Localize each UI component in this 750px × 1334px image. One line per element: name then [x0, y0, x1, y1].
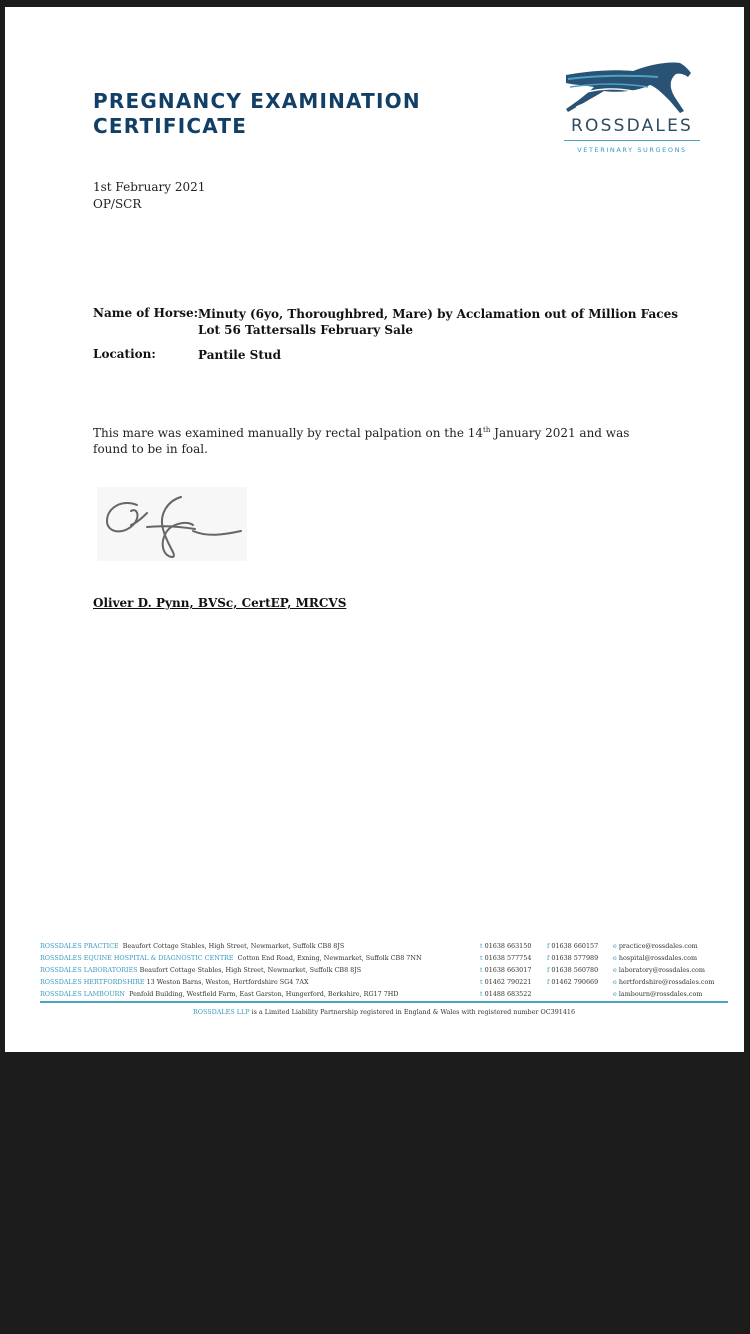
footer-row-name: ROSSDALES PRACTICE [40, 942, 119, 950]
location-label: Location: [93, 347, 156, 361]
footer-row-email: e practice@rossdales.com [613, 942, 698, 950]
footer-row-phone: t 01638 663150 [480, 942, 532, 950]
title-line-2: CERTIFICATE [93, 114, 248, 138]
document-meta [93, 179, 205, 213]
footer-row-fax: f 01638 577989 [547, 954, 599, 962]
footer-row-address: Cotton End Road, Exning, Newmarket, Suffolk CB8 7NN [237, 954, 422, 962]
horse-description: Minuty (6yo, Thoroughbred, Mare) by Acclamation out of Million Faces [198, 307, 678, 321]
document-reference: OP/SCR [93, 197, 142, 211]
footer-row-email: e lambourn@rossdales.com [613, 990, 703, 998]
footer-row [40, 976, 730, 988]
footer-row-email: e laboratory@rossdales.com [613, 966, 705, 974]
galloping-horse-logo-icon [558, 57, 708, 117]
document-date: 1st February 2021 [93, 180, 206, 194]
footer-row [40, 940, 730, 952]
footer-legal-name: ROSSDALES LLP [192, 1008, 250, 1016]
certificate-title [93, 89, 473, 139]
horse-name-label: Name of Horse: [93, 306, 199, 320]
location-value: Pantile Stud [198, 348, 281, 362]
horse-lot: Lot 56 Tattersalls February Sale [198, 323, 414, 337]
footer-row-address: Beaufort Cottage Stables, High Street, Newmarket, Suffolk CB8 8JS [122, 942, 345, 950]
logo-tagline: VETERINARY SURGEONS [577, 146, 687, 154]
footer-row-phone: t 01462 790221 [480, 978, 532, 986]
footer-row-name: ROSSDALES HERTFORDSHIRE [40, 978, 145, 986]
signatory-name: Oliver D. Pynn, BVSc, CertEP, MRCVS [93, 596, 347, 610]
footer-row-phone: t 01638 577754 [480, 954, 532, 962]
footer-row-phone: t 01488 683522 [480, 990, 532, 998]
footer-row-fax: f 01462 790669 [547, 978, 599, 986]
footer-legal-notice [40, 1008, 728, 1016]
footer-contacts [40, 940, 730, 1000]
logo-divider [564, 140, 700, 141]
footer-row-email: e hertfordshire@rossdales.com [613, 978, 715, 986]
rossdales-logo [558, 57, 708, 167]
statement-ordinal: th [483, 426, 491, 434]
footer-row-email: e hospital@rossdales.com [613, 954, 698, 962]
footer-row [40, 964, 730, 976]
footer-legal-text: is a Limited Liability Partnership registered in England & Wales with registered number OC391416 [249, 1008, 576, 1016]
footer-row-address: Penfold Building, Westfield Farm, East Garston, Hungerford, Berkshire, RG17 7HD [129, 990, 399, 998]
statement-start: This mare was examined manually by rectal palpation on the 14 [93, 426, 484, 440]
examination-statement [93, 422, 658, 457]
horse-name-value [198, 306, 678, 338]
footer-row-name: ROSSDALES LABORATORIES [40, 966, 138, 974]
footer-row-fax: f 01638 560780 [547, 966, 599, 974]
footer-row [40, 988, 730, 1000]
top-bar [0, 0, 750, 7]
title-line-1: PREGNANCY EXAMINATION [93, 89, 421, 113]
footer-row-name: ROSSDALES LAMBOURN [40, 990, 125, 998]
statement-end: January 2021 and was found to be in foal. [93, 426, 630, 456]
footer-row [40, 952, 730, 964]
handwritten-signature-icon [97, 487, 247, 561]
footer-row-address: 13 Weston Barns, Weston, Hertfordshire SG4 7AX [146, 978, 309, 986]
footer-row-fax: f 01638 660157 [547, 942, 599, 950]
signature-image [97, 487, 247, 561]
footer-row-phone: t 01638 663017 [480, 966, 532, 974]
footer-row-name: ROSSDALES EQUINE HOSPITAL & DIAGNOSTIC CENTRE [40, 954, 234, 962]
certificate-page [5, 7, 744, 1052]
footer-divider [40, 1001, 728, 1003]
logo-wordmark: ROSSDALES [571, 116, 693, 136]
footer-row-address: Beaufort Cottage Stables, High Street, Newmarket, Suffolk CB8 8JS [139, 966, 362, 974]
